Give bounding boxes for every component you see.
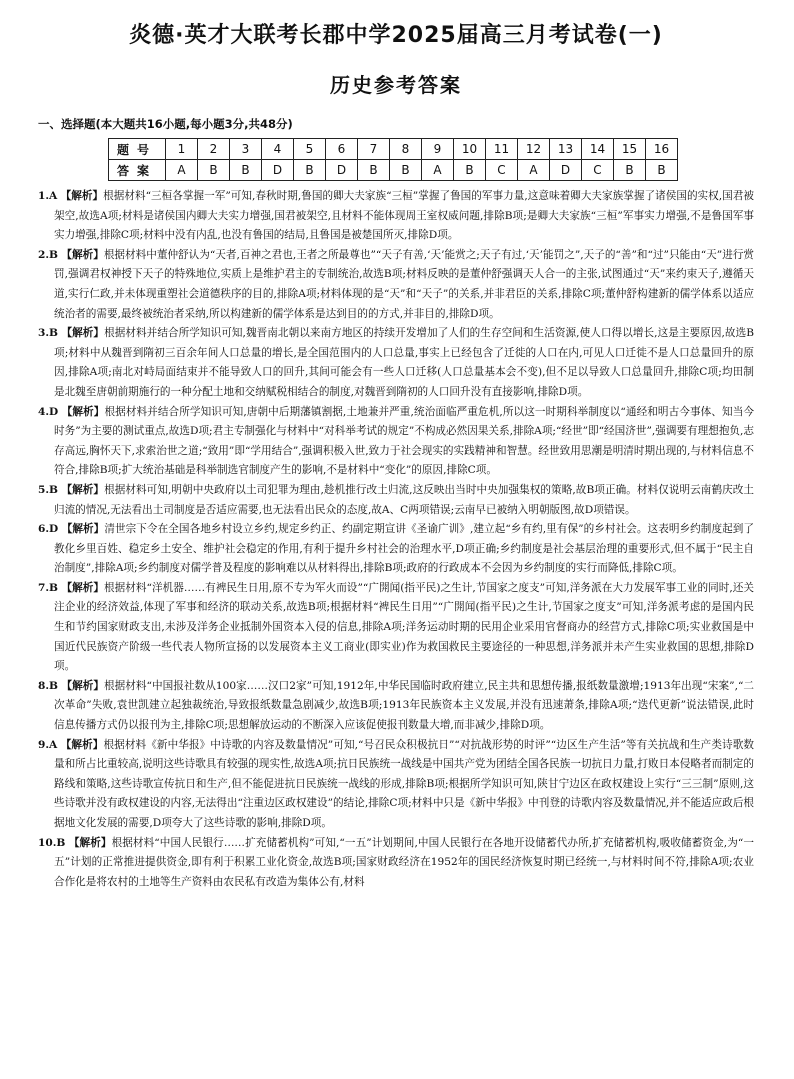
item-number: 8.B [38,679,59,692]
analysis-tag: 【解析】 [61,679,104,692]
question-number-cell: 6 [326,139,358,160]
item-text: 根据材料中董仲舒认为“天者,百神之君也,王者之所最尊也”“天子有善,‘天’能赏之;天子有过,‘天’能罚之”,天子的“善”和“过”只能由“天”进行赏罚,强调君权神授下天子的特殊地位,实质上是维护君主的专制统治,故选B项;材料反映的是董仲舒强调天人合一的主张,试图通过“天”来约束天子,遵循天道,实行仁政,并未体现重塑社会道德秩序的目的,排除A项;材料体现的是“天”和“天子”的关系,并非君臣的关系,排除C项;董仲舒构建新的儒学体系以适应统治者的需要,最终被统治者采纳,所以构建新的儒学体系是达到目的的方式,并非目的,排除D项。 [54,248,755,320]
exam-title: 炎德·英才大联考长郡中学2025届高三月考试卷(一) [129,23,663,48]
item-text: 根据材料“三桓各掌握一军”可知,春秋时期,鲁国的卿大夫家族“三桓”掌握了鲁国的军事力量,这意味着卿大夫家族掌握了诸侯国的实权,国君被架空,故选A项;材料是诸侯国内卿大夫实力增强,国君被架空,且材料不能体现周王室权威问题,排除B项;是卿大夫家族“三桓”军事实力增强,不是鲁国军事实力增强,排除C项;材料中没有内乱,也没有鲁国的结局,且鲁国是被楚国所灭,排除D项。 [54,190,754,242]
answer-cell: B [198,160,230,181]
explanation-item [38,324,754,402]
explanation-item [38,736,754,834]
answer-cell: A [422,160,454,181]
item-text: 根据材料并结合所学知识可知,唐朝中后期藩镇割据,土地兼并严重,统治面临严重危机,所以这一时期科举制度以“通经和明古今事体、知当今时务”为主要的测试重点,故选D项;君主专制强化与材料中“对科举考试的规定”不构成必然因果关系,排除A项;“经世”即“经国济世”,强调要有理想抱负,志存高远,胸怀天下,求索治世之道;“致用”即“学用结合”,强调积极入世,致力于社会现实的实践精神和智慧。经世致用思潮是明清时期出现的,与材料信息不符合,排除B项;扩大统治基础是科举制选官制度产生的影响,不是材料中“变化”的原因,排除C项。 [54,405,754,477]
explanation-item [38,481,754,520]
item-text: 根据材料“中国报社数从100家……汉口2家”可知,1912年,中华民国临时政府建立,民主共和思想传播,报纸数量激增;1913年出现“宋案”,“二次革命”失败,袁世凯建立起独裁统治,导致报纸数量急剧减少,故选B项;1913年民族资本主义发展,并没有迅速萧条,排除A项;“迭代更新”说法错误,此时信息传播方式仍以报刊为主,排除C项;思想解放运动的不断深入应该促使报刊数量大增,而非减少,排除D项。 [54,679,755,732]
analysis-tag: 【解析】 [60,738,104,751]
question-number-cell: 5 [294,139,326,160]
answer-table [108,138,678,181]
answer-cell: B [294,160,326,181]
question-number-cell: 4 [262,139,294,160]
number-row-label: 题号 [109,139,166,160]
answer-cell: B [358,160,390,181]
answer-row-label: 答案 [109,160,166,181]
question-number-cell: 8 [390,139,422,160]
analysis-tag: 【解析】 [61,581,104,594]
question-number-cell: 12 [518,139,550,160]
question-number-cell: 3 [230,139,262,160]
answer-table-answer-row [109,160,678,181]
item-text: 根据材料《新中华报》中诗歌的内容及数量情况”可知,“号召民众积极抗日”“对抗战形势的时评”“边区生产生活”等有关抗战和生产类诗歌数量和所占比重较高,说明这些诗歌具有较强的现实性,故选A项;抗日民族统一战线是中国共产党为团结全国各民族一切抗日力量,打败日本侵略者而制定的路线和策略,这些诗歌宣传抗日和生产,但不能促进抗日民族统一战线的形成,排除B项;根据所学知识可知,陕甘宁边区在政权建设上实行“三三制”原则,这些诗歌并没有政权建设的内容,无法得出“注重边区政权建设”的结论,排除C项;材料中只是《新中华报》中刊登的诗歌内容及数量情况,并不能适应政后根据地文化发展的需要,D项夸大了这些诗歌的影响,排除D项。 [54,738,755,829]
question-number-cell: 14 [582,139,614,160]
item-number: 2.B [38,248,59,261]
question-number-cell: 7 [358,139,390,160]
analysis-tag: 【解析】 [61,327,105,340]
section-heading: 一、选择题(本大题共16小题,每小题3分,共48分) [38,117,293,131]
question-number-cell: 1 [166,139,198,160]
answer-cell: B [390,160,422,181]
item-text: 清世宗下令在全国各地乡村设立乡约,规定乡约正、约副定期宣讲《圣谕广训》,建立起“乡有约,里有保”的乡村社会。这表明乡约制度起到了教化乡里百姓、稳定乡土安全、维护社会稳定的作用,有利于提升乡村社会的治理水平,D项正确;乡约制度是社会基层治理的重要形式,但不属于“民主自治制度”,排除A项;乡约制度对儒学普及程度的影响难以从材料得出,排除B项;政府的行政成本不会因为乡约制度的实行而降低,排除C项。 [54,523,755,575]
answer-cell: B [454,160,486,181]
explanation-item [38,187,754,246]
analysis-tag: 【解析】 [61,523,105,536]
answer-cell: D [326,160,358,181]
item-text: 根据材料并结合所学知识可知,魏晋南北朝以来南方地区的持续开发增加了人们的生存空间和生活资源,使人口得以增长,这是主要原因,故选B项;材料中从魏晋到隋初三百余年间人口总量的增长,是全国范围内的人口总量,事实上已经包含了迁徙的人口在内,可见人口迁徙不是人口总量回升的原因,排除A项;南北对峙局面结束并不能导致人口的回升,其间可能会有一些人口迁移(人口总量基本会不变),但不足以导致人口总量回升,排除C项;均田制是北魏至唐朝前期施行的一种分配土地和交纳赋税相结合的制度,对魏晋到隋初的人口回升没有直接影响,排除D项。 [54,327,755,398]
item-text: 根据材料“中国人民银行……扩充储蓄机构”可知,“一五”计划期间,中国人民银行在各地开设储蓄代办所,扩充储蓄机构,吸收储蓄资金,为“一五”计划的正常推进提供资金,即有利于积累工业化资金,故选B项;国家财政经济在1952年的国民经济恢复时期已经统一,与材料时间不符,排除A项;农业合作化是将农村的土地等生产资料由农民私有改造为集体公有,材料 [54,836,754,888]
answer-cell: A [518,160,550,181]
item-text: 根据材料“洋机器……有裨民生日用,原不专为军火而设”“广開闻(指平民)之生计,节国家之度支”可知,洋务派在大力发展军事工业的同时,还关注企业的经济效益,体现了军事和经济的联动关系,故选B项;根据材料“裨民生日用”“广開闻(指平民)之生计,节国家之度支”可知,洋务派考虑的是国内民生和节约国家财政支出,未涉及洋务企业抵制外国资本入侵的信息,排除A项;洋务运动时期的民用企业采用官督商办的经营方式,排除C项;实业救国是中国近代民族资产阶级一些代表人物所宣扬的以发展资本主义工商业(即实业)作为救国救民主要途径的一种思想,洋务派并未产生实业救国的思想,排除D项。 [54,581,755,673]
answer-cell: A [166,160,198,181]
item-number: 9.A [38,738,58,751]
explanation-list [38,187,754,892]
item-number: 1.A [38,190,58,202]
item-number: 5.B [38,483,59,496]
answer-cell: B [614,160,646,181]
question-number-cell: 9 [422,139,454,160]
question-number-cell: 13 [550,139,582,160]
answer-cell: B [230,160,262,181]
item-number: 6.D [38,523,59,536]
explanation-item [38,246,754,324]
question-number-cell: 15 [614,139,646,160]
explanation-item [38,677,754,736]
explanation-item [38,834,754,893]
answer-table-number-row [109,139,678,160]
answer-cell: C [582,160,614,181]
document-subtitle: 历史参考答案 [330,73,462,97]
question-number-cell: 10 [454,139,486,160]
question-number-cell: 16 [646,139,678,160]
analysis-tag: 【解析】 [60,190,104,202]
answer-cell: D [550,160,582,181]
answer-cell: B [646,160,678,181]
explanation-item [38,403,754,481]
analysis-tag: 【解析】 [68,836,112,849]
question-number-cell: 11 [486,139,518,160]
answer-cell: C [486,160,518,181]
analysis-tag: 【解析】 [61,405,105,418]
analysis-tag: 【解析】 [61,248,104,261]
explanation-item [38,579,754,677]
answer-cell: D [262,160,294,181]
item-number: 7.B [38,581,59,594]
item-number: 10.B [38,836,66,849]
explanation-item [38,520,754,579]
analysis-tag: 【解析】 [61,483,105,496]
item-number: 4.D [38,405,59,418]
item-number: 3.B [38,327,59,340]
item-text: 根据材料可知,明朝中央政府以土司犯罪为理由,趁机推行改土归流,这反映出当时中央加强集权的策略,故B项正确。材料仅说明云南鹤庆改土归流的情况,无法看出土司制度是否适应需要,也无法看出民众的态度,故A、C两项错误;云南早已被纳入明朝版图,故D项错误。 [54,483,755,516]
question-number-cell: 2 [198,139,230,160]
